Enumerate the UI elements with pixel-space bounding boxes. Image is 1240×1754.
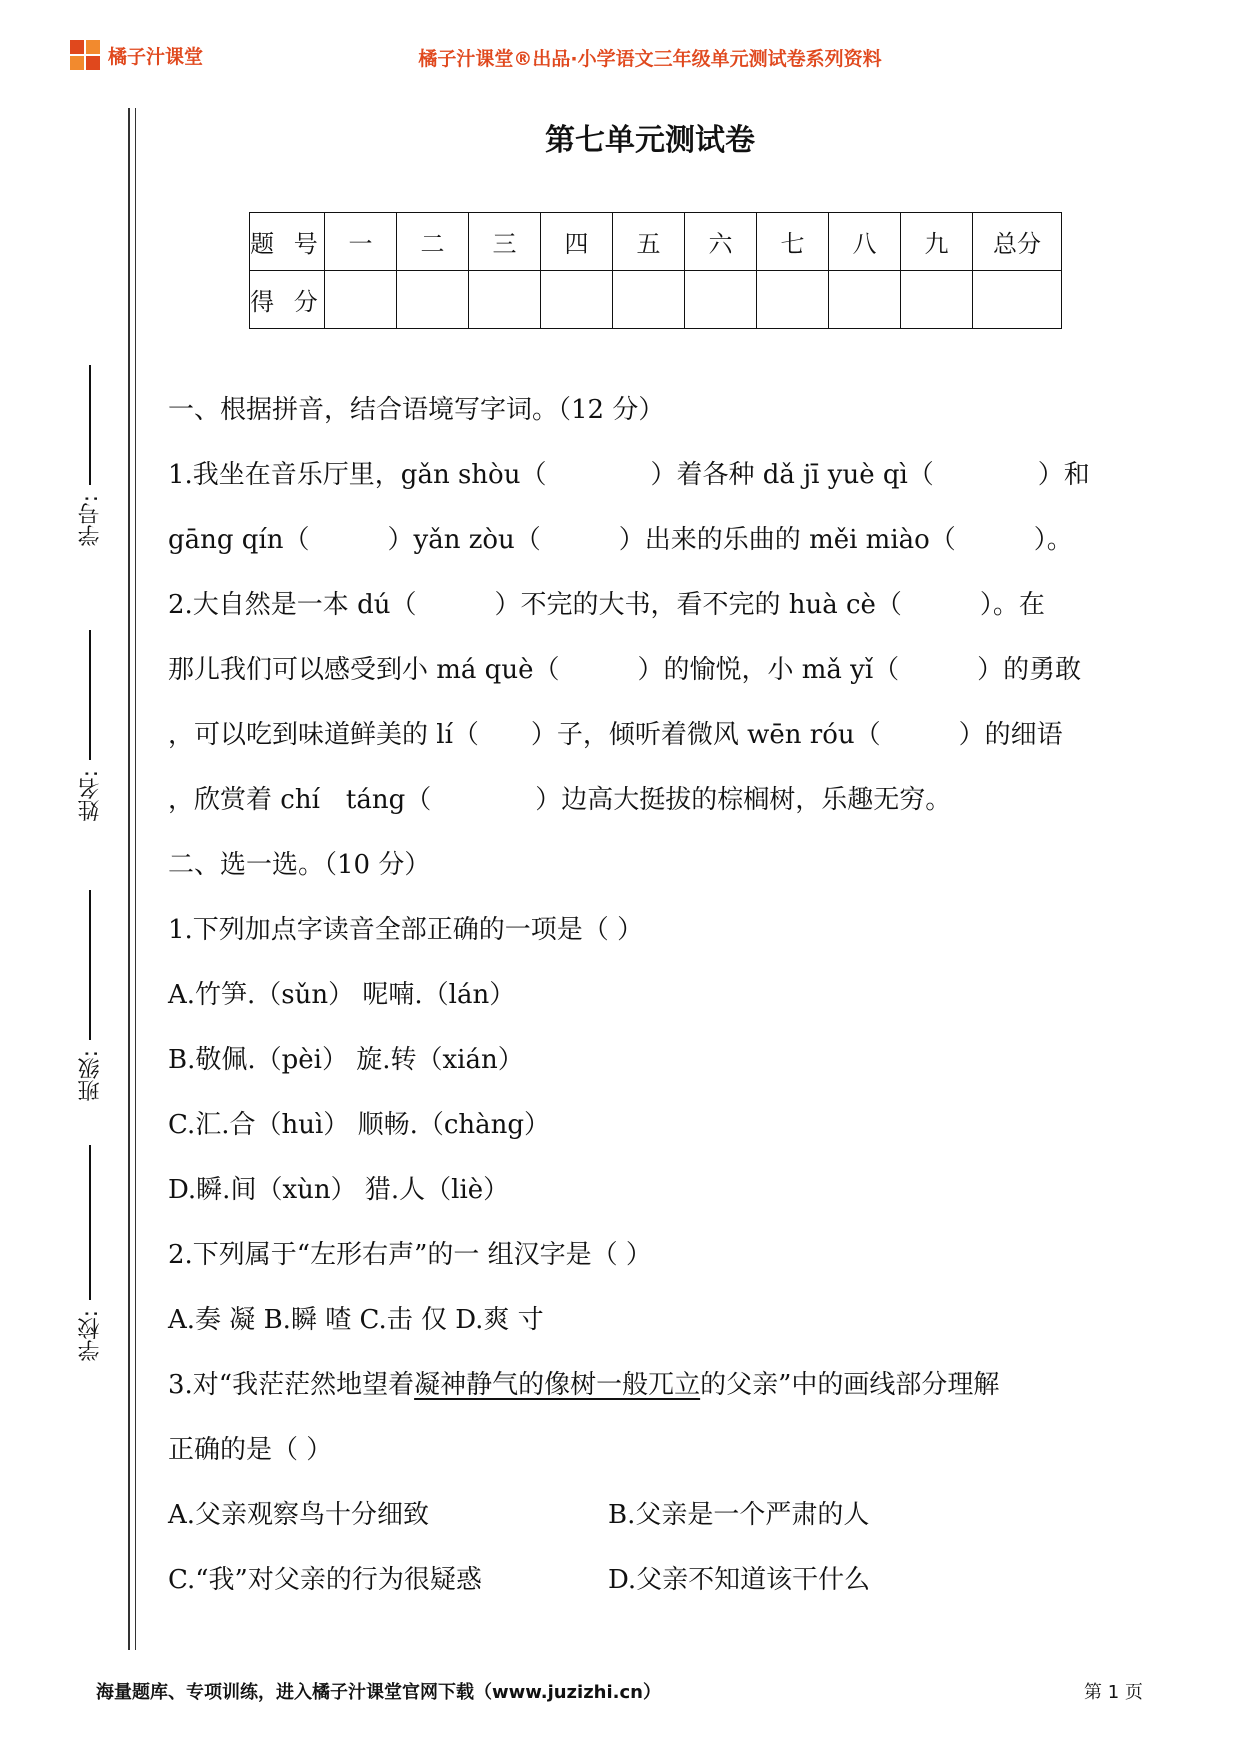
logo-text: 橘子汁课堂 [108, 45, 204, 68]
student-no-label: 学号: [77, 495, 103, 547]
class-field[interactable] [70, 890, 110, 1111]
name-field[interactable] [70, 630, 110, 831]
q3-prefix: 3.对“我茫茫然地望着 [168, 1370, 415, 1400]
score-table-header-row [250, 213, 1062, 271]
q1-option-c: C.汇.合（huì） 顺畅.（chàng） [168, 1110, 551, 1140]
score-row-label: 得 分 [250, 271, 325, 329]
score-table-cell: 二 [397, 213, 469, 271]
section1-line: 1.我坐在音乐厅里，gǎn shòu（ ）着各种 dǎ jī yuè qì（ ）和 [168, 460, 1090, 490]
section1-line: ，可以吃到味道鲜美的 lí（ ）子，倾听着微风 wēn róu（ ）的细语 [168, 720, 1063, 750]
score-input-cell[interactable] [325, 271, 397, 329]
section1-heading: 一、根据拼音，结合语境写字词。（12 分） [168, 395, 665, 425]
score-input-cell[interactable] [613, 271, 685, 329]
score-table-cell: 五 [613, 213, 685, 271]
exam-content [168, 378, 1168, 1613]
q1-option-b: B.敬佩.（pèi） 旋.转（xián） [168, 1045, 524, 1075]
section1-line: 2.大自然是一本 dú（ ）不完的大书，看不完的 huà cè（ ）。在 [168, 590, 1045, 620]
section2-heading: 二、选一选。（10 分） [168, 850, 431, 880]
score-table-score-row [250, 271, 1062, 329]
score-table [249, 212, 1062, 329]
score-table-cell: 七 [757, 213, 829, 271]
score-input-cell[interactable] [973, 271, 1062, 329]
q1-option-a: A.竹笋.（sǔn） 呢喃.（lán） [168, 980, 516, 1010]
section1-line: ，欣赏着 chí táng（ ）边高大挺拔的棕榈树，乐趣无穷。 [168, 785, 952, 815]
score-table-cell: 一 [325, 213, 397, 271]
score-table-cell: 三 [469, 213, 541, 271]
score-input-cell[interactable] [829, 271, 901, 329]
q3-underlined-text: 凝神静气的像树一般兀立 [414, 1370, 701, 1400]
q3-suffix: 的父亲”中的画线部分理解 [700, 1370, 1000, 1400]
q3-options-row [168, 1483, 1168, 1548]
score-table-cell: 八 [829, 213, 901, 271]
score-table-cell: 题 号 [250, 213, 325, 271]
score-table-cell: 九 [901, 213, 973, 271]
question-2: 2.下列属于“左形右声”的一 组汉字是（ ） [168, 1240, 652, 1270]
score-input-cell[interactable] [685, 271, 757, 329]
question-3-line2: 正确的是（ ） [168, 1435, 333, 1465]
q3-option-c: C.“我”对父亲的行为很疑惑 [168, 1565, 482, 1595]
q3-option-a: A.父亲观察鸟十分细致 [168, 1500, 430, 1530]
binding-line [135, 108, 136, 1650]
score-table-cell: 四 [541, 213, 613, 271]
name-label: 姓名: [77, 770, 103, 822]
score-input-cell[interactable] [541, 271, 613, 329]
score-table-cell: 总分 [973, 213, 1062, 271]
page-title: 第七单元测试卷 [545, 123, 755, 158]
section1-line: 那儿我们可以感受到小 má què（ ）的愉悦，小 mǎ yǐ（ ）的勇敢 [168, 655, 1082, 685]
school-label: 学校: [77, 1310, 103, 1362]
q1-option-d: D.瞬.间（xùn） 猎.人（liè） [168, 1175, 510, 1205]
school-field[interactable] [70, 1145, 110, 1371]
page-number: 第 1 页 [1084, 1682, 1143, 1703]
student-no-field[interactable] [70, 365, 110, 556]
q2-options: A.奏 凝 B.瞬 喳 C.击 仅 D.爽 寸 [168, 1305, 544, 1335]
score-table-cell: 六 [685, 213, 757, 271]
q3-option-d: D.父亲不知道该干什么 [608, 1565, 871, 1595]
question-3 [168, 1353, 1168, 1418]
q3-option-b: B.父亲是一个严肃的人 [608, 1500, 870, 1530]
question-1: 1.下列加点字读音全部正确的一项是（ ） [168, 915, 644, 945]
section1-line: gāng qín（ ）yǎn zòu（ ）出来的乐曲的 měi miào（ ）。 [168, 525, 1073, 555]
class-label: 班级: [77, 1050, 103, 1102]
score-input-cell[interactable] [757, 271, 829, 329]
page-header: 橘子汁课堂®出品·小学语文三年级单元测试卷系列资料 [418, 48, 882, 70]
score-input-cell[interactable] [469, 271, 541, 329]
footer-promo: 海量题库、专项训练，进入橘子汁课堂官网下载（www.juzizhi.cn） [96, 1682, 661, 1703]
score-input-cell[interactable] [397, 271, 469, 329]
score-input-cell[interactable] [901, 271, 973, 329]
q3-options-row [168, 1548, 1168, 1613]
binding-line [128, 108, 130, 1650]
